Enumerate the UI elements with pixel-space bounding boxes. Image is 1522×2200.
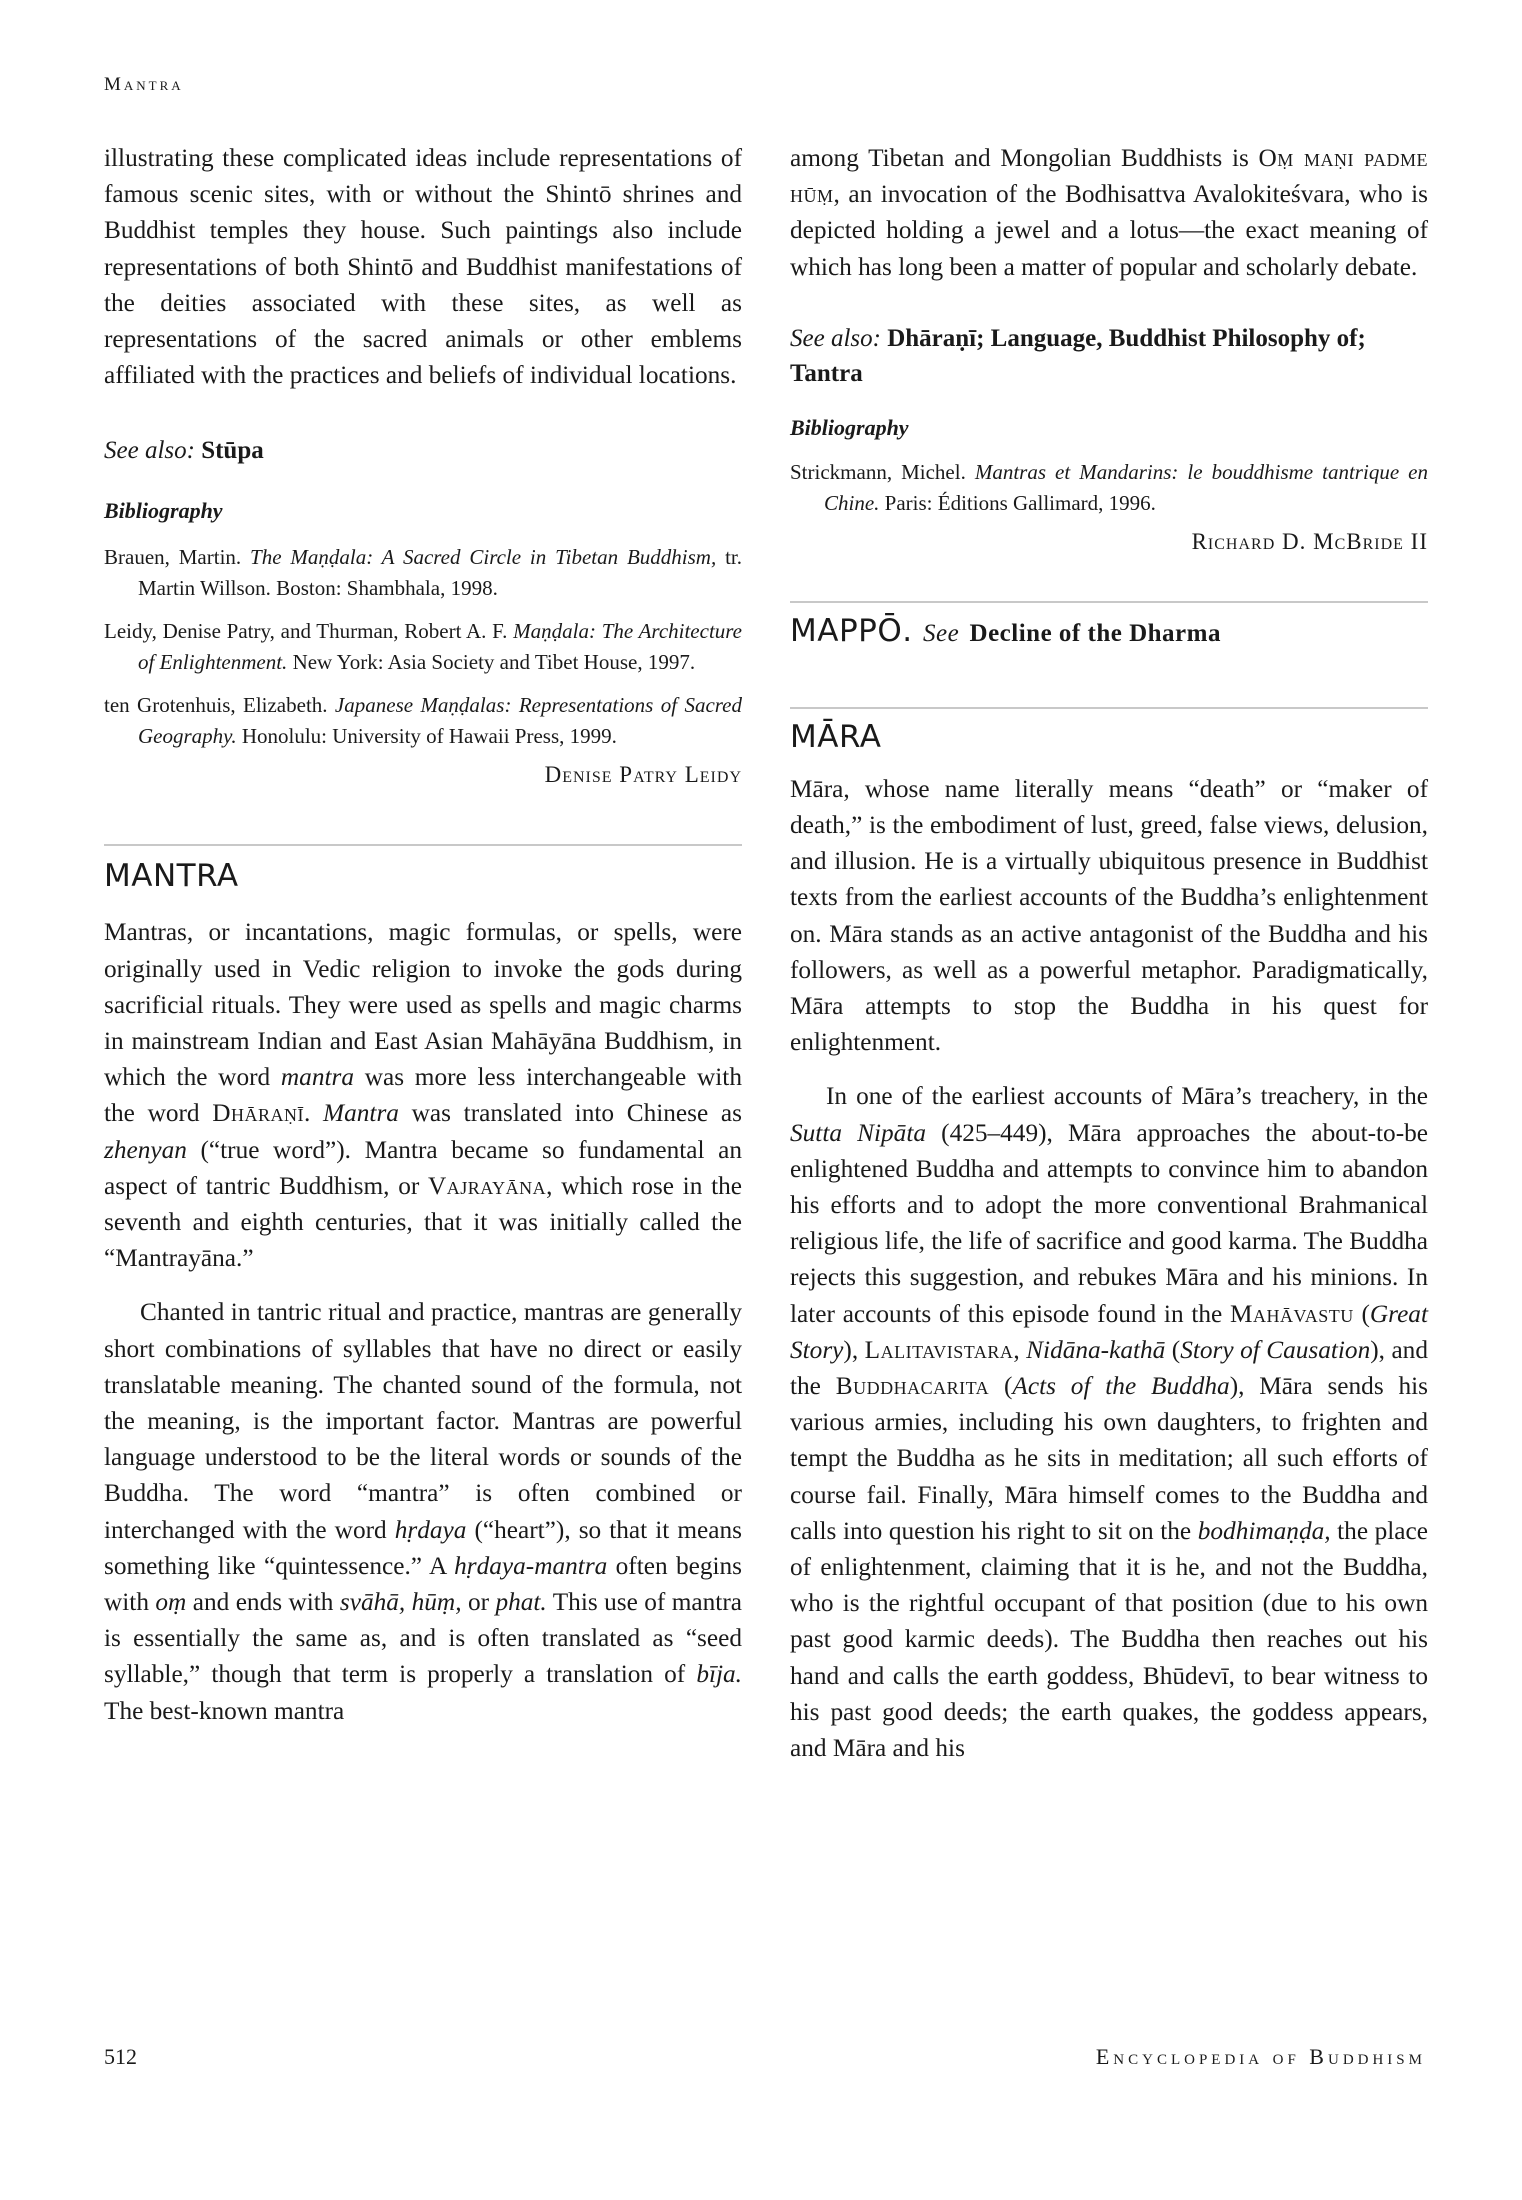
book-title: Encyclopedia of Buddhism [1095,2044,1426,2069]
bib-publication: tr. Martin Willson. Boston: Shambhala, 1998. [138,545,743,601]
bib-title: Japanese Maṇḍalas: Representations of Sacred Geography. [138,693,742,749]
article-author: Denise Patry Leidy [544,762,742,788]
bibliography-entry [790,457,1428,519]
bib-author: Leidy, Denise Patry, and Thurman, Robert A. F. [104,619,514,644]
bib-author: Brauen, Martin. [104,545,251,570]
bib-publication: Honolulu: University of Hawaii Press, 1999. [236,724,617,749]
right-column [790,140,1428,1766]
cross-reference[interactable]: Decline of the Dharma [969,619,1221,647]
entry-heading-mappo: MAPPŌ. See Decline of the Dharma [790,612,1221,649]
section-divider [790,707,1428,709]
see-also [790,321,1428,391]
bib-title: Maṇḍala: The Architecture of Enlightenment. [138,619,742,675]
body-paragraph: Māra, whose name literally means “death” or “maker of death,” is the embodiment of lust, greed, false views, delusion, and illusion. He is a virtually ubiquitous presence in Buddhist texts from the earliest accounts of the Buddha’s enlightenment on. Māra stands as an active antagonist of the Buddha and his followers, as well as a powerful metaphor. Paradigmatically, Māra attempts to stop the Buddha in his quest for enlightenment. [790,774,1428,1057]
cross-reference[interactable]: Oṃ maṇi padme hūṃ [790,144,1428,209]
bibliography-entry [104,616,742,678]
cross-reference[interactable]: Dhāraṇī [212,1099,305,1128]
bibliography-heading: Bibliography [104,498,223,524]
article-author: Richard D. McBride II [1191,528,1428,554]
body-paragraph: In one of the earliest accounts of Māra’s treachery, in the Sutta Nipāta (425–449), Māra approaches the about-to-be enlightened Buddha and attempts to convince him to abandon his efforts and to adopt the more conventional Brahmanical religious life, the life of sacrifice and good karma. The Buddha rejects this suggestion, and rebukes Māra and his minions. In later accounts of this episode found in the Mahāvastu (Great Story), Lalitavistara, Nidāna-kathā (Story of Causation), and the Buddhacarita (Acts of the Buddha), Māra sends his various armies, including his own daughters, to frighten and tempt the Buddha as he sits in meditation; all such efforts of course fail. Finally, Māra himself comes to the Buddha and calls into question his right to sit on the bodhimaṇḍa, the place of enlightenment, claiming that it is he, and not the Buddha, who is the rightful occupant of that position (due to his own past good karmic deeds). The Buddha then reaches out his hand and calls the earth goddess, Bhūdevī, to bear witness to his past good deeds; the earth quakes, the goddess appears, and Māra and his [790,1082,1429,1763]
cross-reference[interactable]: Mahāvastu [1230,1299,1354,1328]
cross-reference[interactable]: Buddhacarita [835,1372,990,1401]
bib-author: Strickmann, Michel. [790,459,975,484]
bibliography-entry [104,690,742,752]
body-paragraph: Mantras, or incantations, magic formulas, or spells, were originally used in Vedic religion to invoke the gods during sacrificial rituals. They were used as spells and magic charms in mainstream Indian and East Asian Mahāyāna Buddhism, in which the word mantra was more less interchangeable with the word Dhāraṇī. Mantra was translated into Chinese as zhenyan (“true word”). Mantra became so fundamental an aspect of tantric Buddhism, or Vajrayāna, which rose in the seventh and eighth centuries, that it was initially called the “Mantrayāna.” [104,918,742,1273]
continued-paragraph: among Tibetan and Mongolian Buddhists is Oṃ maṇi padme hūṃ, an invocation of the Bodhisattva Avalokiteśvara, who is depicted holding a jewel and a lotus—the exact meaning of which has long been a matter of popular and scholarly debate. [790,144,1428,281]
page-number: 512 [104,2044,137,2069]
see-also-link[interactable]: Dhāraṇī; Language, Buddhist Philosophy of; Tantra [790,324,1366,387]
bib-publication: Paris: Éditions Gallimard, 1996. [879,490,1156,515]
entry-heading-mantra: MANTRA [104,858,239,895]
see-also-link[interactable]: Stūpa [201,437,264,465]
see-also-label: See also: [790,324,881,352]
running-head: Mantra [104,74,184,95]
cross-reference[interactable]: Lalitavistara [864,1335,1014,1364]
body-paragraph: Chanted in tantric ritual and practice, mantras are generally short combinations of syllables that have no direct or easily translatable meaning. The chanted sound of the formula, not the meaning, is the important factor. Mantras are powerful language understood to be the literal words or sounds of the Buddha. The word “mantra” is often combined or interchanged with the word hṛdaya (“heart”), so that it means something like “quintessence.” A hṛdaya-mantra often begins with oṃ and ends with svāhā, hūṃ, or phat. This use of mantra is essentially the same as, and is often translated as “seed syllable,” though that term is properly a translation of bīja. The best-known mantra [104,1298,742,1725]
left-column [104,140,742,1729]
bib-title: Mantras et Mandarins: le bouddhisme tantrique en Chine. [824,459,1428,515]
bibliography-heading: Bibliography [790,414,909,440]
entry-heading-mara: MĀRA [790,718,882,755]
bib-title: The Maṇḍala: A Sacred Circle in Tibetan Buddhism, [250,545,717,570]
see-also [104,433,742,468]
continued-paragraph: illustrating these complicated ideas include representations of famous scenic sites, with or without the Shintō shrines and Buddhist temples they house. Such paintings also include representations of both Shintō and Buddhist manifestations of the deities associated with these sites, as well as representations of the sacred animals or other emblems affiliated with the practices and beliefs of individual locations. [104,144,742,390]
section-divider [104,844,742,846]
see-also-label: See also: [104,437,195,465]
cross-reference[interactable]: Vajrayāna [428,1171,547,1200]
bib-publication: New York: Asia Society and Tibet House, 1997. [287,650,696,675]
bib-author: ten Grotenhuis, Elizabeth. [104,693,335,718]
section-divider [790,601,1428,603]
bibliography-entry [104,542,742,604]
